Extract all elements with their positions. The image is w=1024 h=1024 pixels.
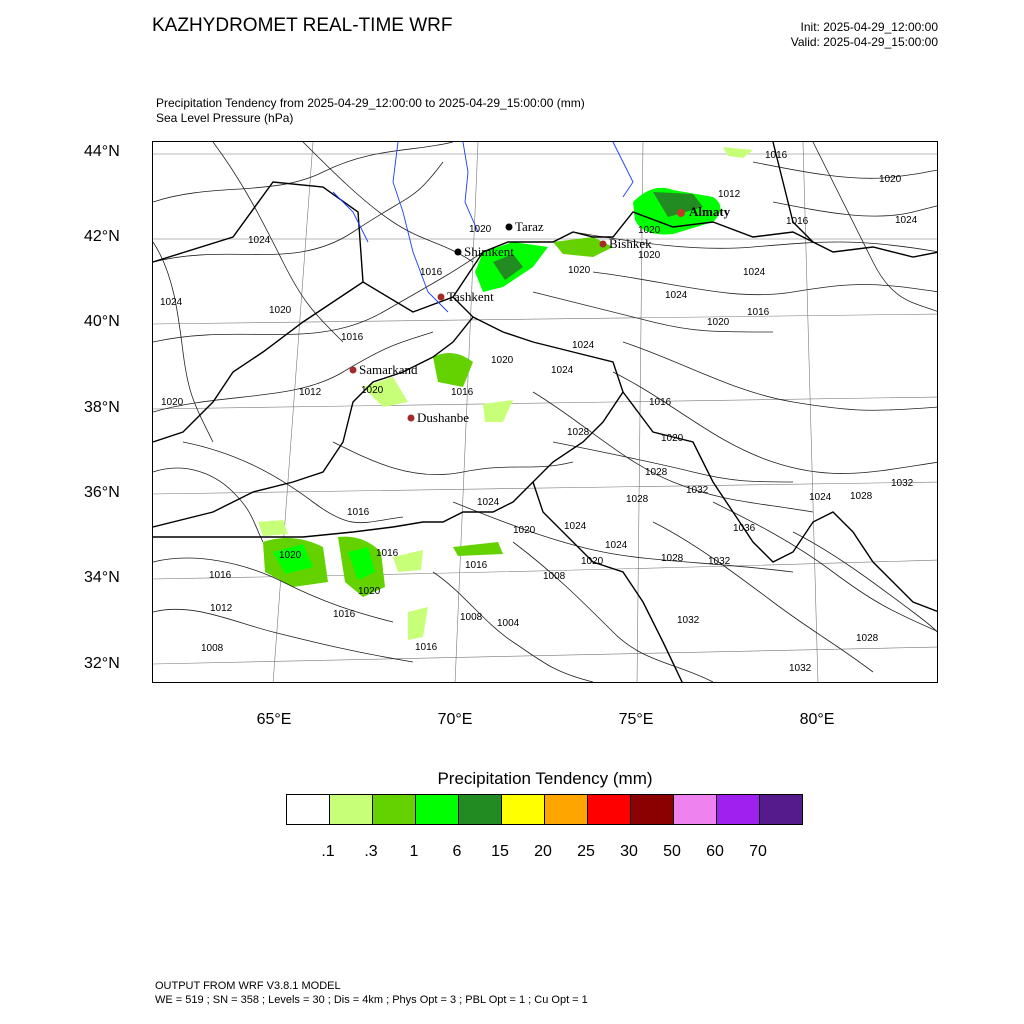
contour-label: 1020 xyxy=(879,174,902,185)
legend-tick-label: .3 xyxy=(364,843,378,860)
city-marker xyxy=(600,241,607,248)
contour-label: 1008 xyxy=(460,612,483,623)
city-label-almaty: Almaty xyxy=(689,204,731,219)
contour-label: 1020 xyxy=(661,433,684,444)
legend-tick-label: 60 xyxy=(706,843,724,860)
contour-label: 1020 xyxy=(279,550,302,561)
contour-label: 1036 xyxy=(733,523,756,534)
city-label-taraz: Taraz xyxy=(515,219,544,234)
contour-label: 1008 xyxy=(543,571,566,582)
contour-label: 1020 xyxy=(707,317,730,328)
lon-label: 80°E xyxy=(799,711,835,728)
init-time: Init: 2025-04-29_12:00:00 xyxy=(800,20,938,34)
legend-tick-label: 15 xyxy=(491,843,509,860)
pressure-contours xyxy=(153,142,938,682)
valid-time: Valid: 2025-04-29_15:00:00 xyxy=(790,35,938,49)
city-marker xyxy=(455,249,462,256)
contour-label: 1020 xyxy=(469,224,492,235)
city-label-tashkent: Tashkent xyxy=(447,289,494,304)
city-marker xyxy=(350,367,357,374)
contour-label: 1016 xyxy=(209,570,232,581)
contour-label: 1020 xyxy=(638,225,661,236)
contour-label: 1004 xyxy=(497,618,520,629)
legend-swatch xyxy=(458,795,501,824)
city-label-bishkek: Bishkek xyxy=(609,236,652,251)
city-markers xyxy=(350,204,731,425)
city-marker xyxy=(438,294,445,301)
contour-label: 1016 xyxy=(415,642,438,653)
contour-label: 1024 xyxy=(564,521,587,532)
legend-swatch xyxy=(415,795,458,824)
subtitle-precip: Precipitation Tendency from 2025-04-29_12:00:00 to 2025-04-29_15:00:00 (mm) xyxy=(156,96,585,110)
map-svg xyxy=(153,142,938,683)
contour-label: 1024 xyxy=(605,540,628,551)
footer-model: OUTPUT FROM WRF V3.8.1 MODEL xyxy=(155,980,341,992)
legend-swatch xyxy=(544,795,587,824)
legend-swatch xyxy=(673,795,716,824)
legend-swatch xyxy=(759,795,802,824)
contour-label: 1020 xyxy=(513,525,536,536)
legend-swatch xyxy=(630,795,673,824)
contour-label: 1020 xyxy=(491,355,514,366)
legend-tick-label: 70 xyxy=(749,843,767,860)
contour-label: 1028 xyxy=(626,494,649,505)
legend-tick-label: .1 xyxy=(321,843,335,860)
contour-label: 1016 xyxy=(451,387,474,398)
city-marker xyxy=(506,224,513,231)
city-label-dushanbe: Dushanbe xyxy=(417,410,469,425)
contour-label: 1012 xyxy=(299,387,322,398)
chart-title: KAZHYDROMET REAL-TIME WRF xyxy=(152,15,453,36)
contour-label: 1016 xyxy=(765,150,788,161)
contour-label: 1016 xyxy=(347,507,370,518)
lon-label: 65°E xyxy=(256,711,292,728)
legend-swatch xyxy=(716,795,759,824)
legend-swatch xyxy=(501,795,544,824)
lat-label: 36°N xyxy=(84,484,120,501)
contour-label: 1016 xyxy=(465,560,488,571)
legend-swatch xyxy=(587,795,630,824)
contour-label: 1024 xyxy=(809,492,832,503)
legend-tick-label: 1 xyxy=(409,843,419,860)
subtitle-slp: Sea Level Pressure (hPa) xyxy=(156,111,294,125)
contour-label: 1016 xyxy=(341,332,364,343)
contour-label: 1032 xyxy=(708,556,731,567)
legend-tick-label: 6 xyxy=(452,843,462,860)
contour-label: 1012 xyxy=(718,189,741,200)
contour-label: 1016 xyxy=(786,216,809,227)
legend-swatch xyxy=(329,795,372,824)
contour-label: 1020 xyxy=(358,586,381,597)
legend-tick-label: 30 xyxy=(620,843,638,860)
lat-label: 40°N xyxy=(84,313,120,330)
legend-tick-label: 20 xyxy=(534,843,552,860)
city-label-shimkent: Shimkent xyxy=(464,244,514,259)
city-marker xyxy=(408,415,415,422)
legend-tick-label: 50 xyxy=(663,843,681,860)
lat-label: 42°N xyxy=(84,228,120,245)
contour-label: 1028 xyxy=(856,633,879,644)
contour-label: 1016 xyxy=(376,548,399,559)
contour-label: 1016 xyxy=(747,307,770,318)
legend-swatch xyxy=(287,795,329,824)
contour-label: 1024 xyxy=(572,340,595,351)
city-marker xyxy=(677,209,685,217)
lat-label: 34°N xyxy=(84,569,120,586)
contour-label: 1020 xyxy=(161,397,184,408)
contour-label: 1020 xyxy=(638,250,661,261)
contour-label: 1024 xyxy=(160,297,183,308)
contour-label: 1016 xyxy=(333,609,356,620)
contour-label: 1012 xyxy=(210,603,233,614)
precip-shading xyxy=(258,147,753,640)
country-borders xyxy=(153,142,938,683)
graticule xyxy=(153,142,938,683)
contour-label: 1024 xyxy=(743,267,766,278)
time-info xyxy=(791,20,938,50)
contour-label: 1020 xyxy=(269,305,292,316)
contour-label: 1020 xyxy=(361,385,384,396)
contour-label: 1028 xyxy=(850,491,873,502)
contour-label: 1028 xyxy=(645,467,668,478)
legend-title: Precipitation Tendency (mm) xyxy=(437,769,653,788)
contour-label: 1016 xyxy=(420,267,443,278)
contour-label: 1032 xyxy=(677,615,700,626)
contour-label: 1020 xyxy=(581,556,604,567)
city-label-samarkand: Samarkand xyxy=(359,362,418,377)
contour-label: 1024 xyxy=(665,290,688,301)
lat-label: 32°N xyxy=(84,655,120,672)
contour-label: 1016 xyxy=(649,397,672,408)
contour-label: 1024 xyxy=(895,215,918,226)
footer-config: WE = 519 ; SN = 358 ; Levels = 30 ; Dis = 4km ; Phys Opt = 3 ; PBL Opt = 1 ; Cu Opt = 1 xyxy=(155,994,588,1006)
contour-label: 1028 xyxy=(567,427,590,438)
lon-label: 70°E xyxy=(437,711,473,728)
contour-label: 1008 xyxy=(201,643,224,654)
contour-label: 1024 xyxy=(477,497,500,508)
contour-label: 1024 xyxy=(551,365,574,376)
legend-tick-label: 25 xyxy=(577,843,595,860)
lat-label: 44°N xyxy=(84,143,120,160)
legend-swatch xyxy=(372,795,415,824)
color-legend xyxy=(286,794,803,825)
contour-label: 1032 xyxy=(891,478,914,489)
map-panel xyxy=(152,141,938,683)
contour-label: 1032 xyxy=(789,663,812,674)
contour-label: 1024 xyxy=(248,235,271,246)
lon-label: 75°E xyxy=(618,711,654,728)
lat-label: 38°N xyxy=(84,399,120,416)
contour-label: 1020 xyxy=(568,265,591,276)
contour-label: 1032 xyxy=(686,485,709,496)
contour-label: 1028 xyxy=(661,553,684,564)
